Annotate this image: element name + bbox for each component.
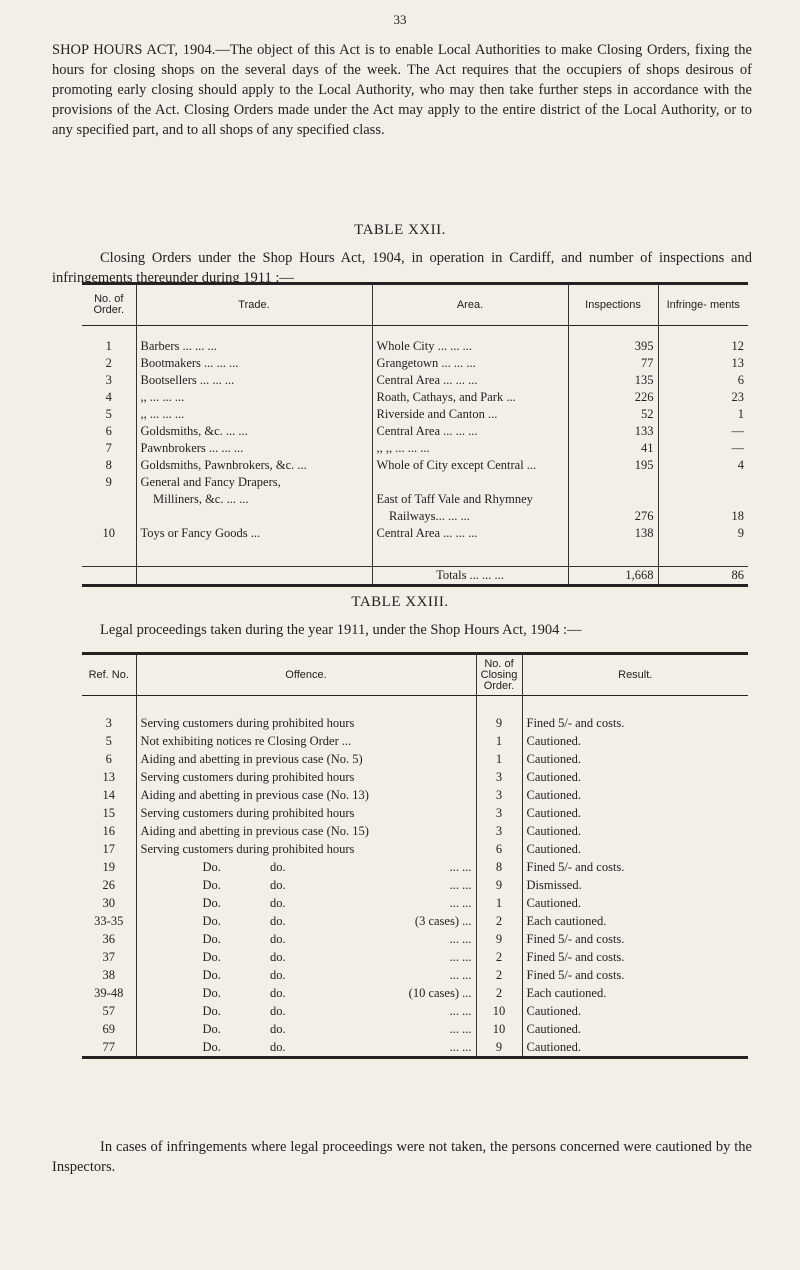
offence-cases-cell: ... ... — [449, 932, 472, 946]
area-cell — [372, 474, 568, 491]
closing-order-cell: 9 — [476, 714, 522, 732]
offence-do-cell: Do. — [136, 966, 266, 984]
offence-cell: Serving customers during prohibited hours — [136, 804, 476, 822]
spacer-cell — [372, 542, 568, 567]
table-row — [82, 894, 748, 912]
result-cell: Fined 5/- and costs. — [522, 930, 748, 948]
closing-order-cell: 3 — [476, 768, 522, 786]
result-cell: Cautioned. — [522, 1038, 748, 1058]
trade-cell: ,, ... ... ... — [136, 406, 372, 423]
spacer-cell — [136, 542, 372, 567]
closing-order-cell: 8 — [476, 858, 522, 876]
offence-do-cell: Do. — [136, 1002, 266, 1020]
trade-cell: General and Fancy Drapers, — [136, 474, 372, 491]
table-row — [82, 966, 748, 984]
trade-cell: ,, ... ... ... — [136, 389, 372, 406]
closing-order-cell: 2 — [476, 966, 522, 984]
offence-cases-cell: ... ... — [449, 878, 472, 892]
table-row — [82, 930, 748, 948]
area-cell: Railways... ... ... — [372, 508, 568, 525]
spacer-cell — [568, 326, 658, 339]
table-row — [82, 840, 748, 858]
header-trade: Trade. — [136, 284, 372, 326]
area-cell: ,, ,, ... ... ... — [372, 440, 568, 457]
offence-ditto-cell: do. — [270, 1022, 286, 1036]
header-result: Result. — [522, 654, 748, 696]
table-row — [82, 876, 748, 894]
offence-cases-cell: ... ... — [449, 950, 472, 964]
infringements-cell: 9 — [658, 525, 748, 542]
offence-cases-cell: ... ... — [449, 896, 472, 910]
area-cell: Whole of City except Central ... — [372, 457, 568, 474]
inspections-cell: 226 — [568, 389, 658, 406]
offence-cases-cell: ... ... — [449, 1022, 472, 1036]
table-22-body — [82, 326, 748, 586]
table-row — [82, 389, 748, 406]
closing-order-cell: 9 — [476, 876, 522, 894]
table-row — [82, 355, 748, 372]
offence-ditto-cell: do. — [270, 1004, 286, 1018]
area-cell: Riverside and Canton ... — [372, 406, 568, 423]
intro-paragraph: SHOP HOURS ACT, 1904.—The object of this Act is to enable Local Authorities to make Closing Orders, fixing the hours for closing shops on the several days of the week. The Act requires that the occupiers of shops desirous of promoting early closing should apply to the Local Authority, who may then take further steps in accordance with the provisions of the Act. Closing Orders made under the Act may apply to the entire district of the Local Authority, or to any specified part, and to all shops of any specified class. — [52, 42, 752, 138]
table-row — [82, 858, 748, 876]
offence-ditto-cell: do. — [270, 986, 286, 1000]
table-row — [82, 440, 748, 457]
offence-ditto-cell: do. — [270, 896, 286, 910]
infringements-cell: — — [658, 423, 748, 440]
trade-cell — [136, 508, 372, 525]
table-row — [82, 948, 748, 966]
area-cell: Central Area ... ... ... — [372, 423, 568, 440]
totals-label: Totals ... ... ... — [372, 567, 568, 586]
closing-order-cell: 1 — [476, 894, 522, 912]
inspections-cell: 395 — [568, 338, 658, 355]
trade-cell: Goldsmiths, Pawnbrokers, &c. ... — [136, 457, 372, 474]
inspections-cell: 41 — [568, 440, 658, 457]
area-cell: Whole City ... ... ... — [372, 338, 568, 355]
table-row — [82, 804, 748, 822]
order-number-cell: 7 — [105, 441, 112, 455]
inspections-cell — [568, 474, 658, 491]
offence-ditto-cell: do. — [270, 878, 286, 892]
spacer-cell — [136, 696, 476, 715]
ref-number-cell: 19 — [102, 860, 115, 874]
infringements-cell: 4 — [658, 457, 748, 474]
trade-cell: Milliners, &c. ... ... — [136, 491, 372, 508]
page-number: 33 — [393, 12, 407, 27]
table-row — [82, 423, 748, 440]
trade-cell: Goldsmiths, &c. ... ... — [136, 423, 372, 440]
area-cell: East of Taff Vale and Rhymney — [372, 491, 568, 508]
result-cell: Each cautioned. — [522, 984, 748, 1002]
offence-ditto-cell: do. — [270, 968, 286, 982]
area-cell: Grangetown ... ... ... — [372, 355, 568, 372]
area-cell: Roath, Cathays, and Park ... — [372, 389, 568, 406]
spacer-row — [82, 696, 748, 715]
order-number-cell: 1 — [105, 339, 112, 353]
ref-number-cell: 13 — [102, 770, 115, 784]
inspections-cell: 138 — [568, 525, 658, 542]
ref-number-cell: 39-48 — [94, 986, 124, 1000]
table-row — [82, 406, 748, 423]
offence-do-cell: Do. — [136, 984, 266, 1002]
totals-empty-cell — [136, 567, 372, 586]
offence-do-cell: Do. — [136, 912, 266, 930]
order-number-cell — [82, 508, 136, 525]
spacer-cell — [82, 326, 136, 339]
offence-do-cell: Do. — [136, 1020, 266, 1038]
result-cell: Cautioned. — [522, 1020, 748, 1038]
result-cell: Each cautioned. — [522, 912, 748, 930]
table-23 — [82, 652, 748, 1059]
result-cell: Dismissed. — [522, 876, 748, 894]
header-infringements: Infringe- ments — [658, 284, 748, 326]
inspections-cell: 52 — [568, 406, 658, 423]
header-area: Area. — [372, 284, 568, 326]
offence-ditto-cell: do. — [270, 950, 286, 964]
ref-number-cell: 26 — [102, 878, 115, 892]
offence-cases-cell: (3 cases) ... — [414, 914, 472, 928]
result-cell: Cautioned. — [522, 894, 748, 912]
offence-ditto-cell: do. — [270, 932, 286, 946]
trade-cell: Bootmakers ... ... ... — [136, 355, 372, 372]
offence-ditto-cell: do. — [270, 1040, 286, 1054]
result-cell: Cautioned. — [522, 840, 748, 858]
order-number-cell: 2 — [105, 356, 112, 370]
table-row — [82, 491, 748, 508]
offence-do-cell: Do. — [136, 930, 266, 948]
header-ref-no: Ref. No. — [88, 668, 129, 681]
table-row — [82, 1038, 748, 1058]
order-number-cell: 9 — [105, 475, 112, 489]
table-23-caption: Legal proceedings taken during the year 1911, under the Shop Hours Act, 1904 :— — [100, 622, 582, 638]
trade-cell: Pawnbrokers ... ... ... — [136, 440, 372, 457]
infringements-cell: 18 — [658, 508, 748, 525]
closing-order-cell: 3 — [476, 786, 522, 804]
table-row — [82, 525, 748, 542]
spacer-row — [82, 326, 748, 339]
closing-order-cell: 10 — [476, 1002, 522, 1020]
table-row — [82, 732, 748, 750]
spacer-cell — [136, 326, 372, 339]
closing-order-cell: 2 — [476, 984, 522, 1002]
table-row — [82, 372, 748, 389]
table-row — [82, 474, 748, 491]
table-row — [82, 786, 748, 804]
offence-cases-cell: ... ... — [449, 968, 472, 982]
offence-cell: Serving customers during prohibited hours — [136, 768, 476, 786]
closing-order-cell: 10 — [476, 1020, 522, 1038]
offence-cell: Not exhibiting notices re Closing Order ... — [136, 732, 476, 750]
closing-order-cell: 2 — [476, 948, 522, 966]
ref-number-cell: 69 — [102, 1022, 115, 1036]
ref-number-cell: 30 — [102, 896, 115, 910]
table-22-title: TABLE XXII. — [354, 222, 446, 238]
table-22-caption: Closing Orders under the Shop Hours Act, 1904, in operation in Cardiff, and number of inspections and infringements thereunder during 1911 :— — [52, 250, 752, 286]
spacer-cell — [568, 542, 658, 567]
offence-ditto-cell: do. — [270, 860, 286, 874]
order-number-cell — [82, 491, 136, 508]
infringements-cell — [658, 474, 748, 491]
table-row — [82, 912, 748, 930]
table-row — [82, 1002, 748, 1020]
result-cell: Cautioned. — [522, 1002, 748, 1020]
spacer-cell — [372, 326, 568, 339]
header-no-of-order: No. of Order. — [93, 293, 125, 316]
ref-number-cell: 37 — [102, 950, 115, 964]
result-cell: Cautioned. — [522, 786, 748, 804]
ref-number-cell: 3 — [105, 716, 112, 730]
offence-cases-cell: ... ... — [449, 1040, 472, 1054]
spacer-cell — [658, 326, 748, 339]
table-22 — [82, 282, 748, 587]
infringements-cell: 6 — [658, 372, 748, 389]
ref-number-cell: 77 — [102, 1040, 115, 1054]
infringements-cell: 12 — [658, 338, 748, 355]
order-number-cell: 4 — [105, 390, 112, 404]
header-inspections: Inspections — [568, 284, 658, 326]
table-row — [82, 338, 748, 355]
ref-number-cell: 36 — [102, 932, 115, 946]
totals-empty-cell — [82, 567, 136, 586]
area-cell: Central Area ... ... ... — [372, 525, 568, 542]
table-row — [82, 1020, 748, 1038]
offence-cell: Aiding and abetting in previous case (No. 13) — [136, 786, 476, 804]
closing-order-cell: 1 — [476, 732, 522, 750]
inspections-cell — [568, 491, 658, 508]
infringements-cell: 13 — [658, 355, 748, 372]
order-number-cell: 8 — [105, 458, 112, 472]
closing-order-cell: 2 — [476, 912, 522, 930]
closing-order-cell: 3 — [476, 804, 522, 822]
offence-do-cell: Do. — [136, 894, 266, 912]
ref-number-cell: 57 — [102, 1004, 115, 1018]
inspections-cell: 135 — [568, 372, 658, 389]
offence-do-cell: Do. — [136, 876, 266, 894]
inspections-cell: 133 — [568, 423, 658, 440]
order-number-cell: 5 — [105, 407, 112, 421]
offence-ditto-cell: do. — [270, 914, 286, 928]
result-cell: Fined 5/- and costs. — [522, 948, 748, 966]
spacer-cell — [82, 696, 136, 715]
offence-cases-cell: (10 cases) ... — [408, 986, 472, 1000]
trade-cell: Barbers ... ... ... — [136, 338, 372, 355]
result-cell: Cautioned. — [522, 804, 748, 822]
spacer-cell — [476, 696, 522, 715]
closing-order-cell: 6 — [476, 840, 522, 858]
offence-cases-cell: ... ... — [449, 1004, 472, 1018]
spacer-row — [82, 542, 748, 567]
closing-order-cell: 9 — [476, 1038, 522, 1058]
totals-infringements: 86 — [658, 567, 748, 586]
infringements-cell: — — [658, 440, 748, 457]
spacer-cell — [658, 542, 748, 567]
header-closing-order: No. of Closing Order. — [476, 654, 522, 696]
closing-order-cell: 3 — [476, 822, 522, 840]
order-number-cell: 6 — [105, 424, 112, 438]
table-23-body — [82, 696, 748, 1058]
ref-number-cell: 17 — [102, 842, 115, 856]
offence-cell: Serving customers during prohibited hours — [136, 714, 476, 732]
offence-cell: Aiding and abetting in previous case (No. 15) — [136, 822, 476, 840]
offence-cell: Aiding and abetting in previous case (No. 5) — [136, 750, 476, 768]
order-number-cell: 10 — [102, 526, 115, 540]
table-23-title: TABLE XXIII. — [351, 594, 449, 610]
offence-do-cell: Do. — [136, 858, 266, 876]
table-row — [82, 984, 748, 1002]
closing-order-cell: 1 — [476, 750, 522, 768]
offence-cell: Serving customers during prohibited hours — [136, 840, 476, 858]
ref-number-cell: 14 — [102, 788, 115, 802]
closing-order-cell: 9 — [476, 930, 522, 948]
footer-paragraph: In cases of infringements where legal proceedings were not taken, the persons concerned were cautioned by the Inspectors. — [52, 1139, 752, 1175]
inspections-cell: 195 — [568, 457, 658, 474]
totals-row — [82, 567, 748, 586]
header-offence: Offence. — [136, 654, 476, 696]
offence-do-cell: Do. — [136, 948, 266, 966]
result-cell: Fined 5/- and costs. — [522, 858, 748, 876]
table-row — [82, 822, 748, 840]
inspections-cell: 276 — [568, 508, 658, 525]
infringements-cell: 1 — [658, 406, 748, 423]
inspections-cell: 77 — [568, 355, 658, 372]
ref-number-cell: 15 — [102, 806, 115, 820]
totals-inspections: 1,668 — [568, 567, 658, 586]
ref-number-cell: 6 — [105, 752, 112, 766]
infringements-cell: 23 — [658, 389, 748, 406]
table-row — [82, 508, 748, 525]
result-cell: Cautioned. — [522, 822, 748, 840]
ref-number-cell: 16 — [102, 824, 115, 838]
ref-number-cell: 33-35 — [94, 914, 124, 928]
area-cell: Central Area ... ... ... — [372, 372, 568, 389]
offence-do-cell: Do. — [136, 1038, 266, 1058]
result-cell: Fined 5/- and costs. — [522, 966, 748, 984]
result-cell: Cautioned. — [522, 768, 748, 786]
trade-cell: Bootsellers ... ... ... — [136, 372, 372, 389]
trade-cell: Toys or Fancy Goods ... — [136, 525, 372, 542]
table-row — [82, 457, 748, 474]
result-cell: Cautioned. — [522, 732, 748, 750]
spacer-cell — [82, 542, 136, 567]
order-number-cell: 3 — [105, 373, 112, 387]
table-row — [82, 750, 748, 768]
spacer-cell — [522, 696, 748, 715]
result-cell: Cautioned. — [522, 750, 748, 768]
result-cell: Fined 5/- and costs. — [522, 714, 748, 732]
offence-cases-cell: ... ... — [449, 860, 472, 874]
ref-number-cell: 5 — [105, 734, 112, 748]
table-row — [82, 714, 748, 732]
ref-number-cell: 38 — [102, 968, 115, 982]
infringements-cell — [658, 491, 748, 508]
table-row — [82, 768, 748, 786]
